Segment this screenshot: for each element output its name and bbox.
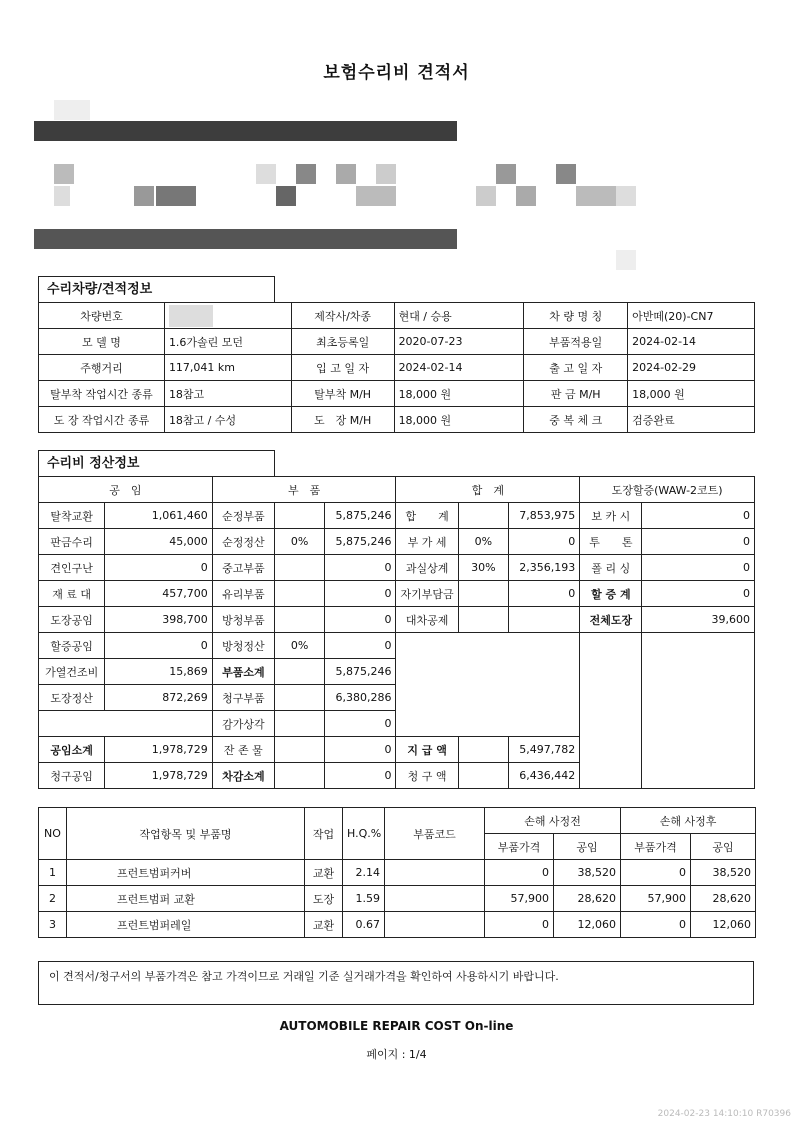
- col-before-adjust: 손해 사정전: [485, 808, 621, 834]
- parts-label: 순정정산: [212, 529, 274, 555]
- vehicle-info-row: [39, 407, 755, 433]
- cost-table: [38, 476, 755, 789]
- price-notice: 이 견적서/청구서의 부품가격은 참고 가격이므로 거래일 기준 실거래가격을 확인하여 사용하시기 바랍니다.: [38, 961, 754, 1005]
- item-row: [39, 912, 756, 938]
- totals-rate: [458, 581, 508, 607]
- totals-label: 청 구 액: [396, 763, 458, 789]
- labor-value: 872,269: [105, 685, 212, 711]
- labor-label: 판금수리: [39, 529, 105, 555]
- vehicle-info-row: [39, 355, 755, 381]
- paint-surcharge-header: 도장할증(WAW-2코트): [580, 477, 755, 503]
- labor-empty-cell: [39, 711, 213, 737]
- field-value: 2024-02-14: [394, 355, 524, 381]
- totals-blank-area: [396, 633, 580, 737]
- totals-value: [508, 607, 579, 633]
- labor-label: 가열건조비: [39, 659, 105, 685]
- field-value: 2024-02-29: [628, 355, 755, 381]
- item-work: 교환: [305, 912, 343, 938]
- item-before-part-price: 57,900: [485, 886, 554, 912]
- labor-value: 457,700: [105, 581, 212, 607]
- parts-label: 중고부품: [212, 555, 274, 581]
- item-part-code: [385, 912, 485, 938]
- field-value: 2024-02-14: [628, 329, 755, 355]
- item-row: [39, 886, 756, 912]
- parts-rate: 0%: [274, 529, 324, 555]
- totals-label: 지 급 액: [396, 737, 458, 763]
- parts-rate: [274, 503, 324, 529]
- field-label: 차량번호: [39, 303, 165, 329]
- parts-rate: [274, 607, 324, 633]
- field-value: 18참고 / 수성: [164, 407, 291, 433]
- labor-label: 견인구난: [39, 555, 105, 581]
- paint-value: 0: [642, 503, 755, 529]
- totals-rate: [458, 503, 508, 529]
- totals-label: 부 가 세: [396, 529, 458, 555]
- item-after-labor: 28,620: [691, 886, 756, 912]
- labor-label: 재 료 대: [39, 581, 105, 607]
- parts-label: 감가상각: [212, 711, 274, 737]
- parts-label: 잔 존 물: [212, 737, 274, 763]
- col-part-code: 부품코드: [385, 808, 485, 860]
- item-no: 1: [39, 860, 67, 886]
- labor-header: 공 임: [39, 477, 213, 503]
- field-value: 검증완료: [628, 407, 755, 433]
- field-label: 입 고 일 자: [291, 355, 394, 381]
- field-label: 중 복 체 크: [524, 407, 628, 433]
- paint-label: 전체도장: [580, 607, 642, 633]
- totals-rate: [458, 607, 508, 633]
- field-label: 도 장 작업시간 종류: [39, 407, 165, 433]
- labor-label: 청구공임: [39, 763, 105, 789]
- parts-label: 방청정산: [212, 633, 274, 659]
- item-name: 프런트범퍼 교환: [67, 886, 305, 912]
- col-work: 작업: [305, 808, 343, 860]
- parts-rate: [274, 711, 324, 737]
- col-after-part-price: 부품가격: [621, 834, 691, 860]
- field-value: 18,000 원: [394, 407, 524, 433]
- labor-label: 도장공임: [39, 607, 105, 633]
- parts-label: 청구부품: [212, 685, 274, 711]
- field-label: 부품적용일: [524, 329, 628, 355]
- col-after-labor: 공임: [691, 834, 756, 860]
- totals-value: 2,356,193: [508, 555, 579, 581]
- col-before-labor: 공임: [554, 834, 621, 860]
- parts-rate: [274, 581, 324, 607]
- field-label: 탈부착 작업시간 종류: [39, 381, 165, 407]
- item-work: 교환: [305, 860, 343, 886]
- labor-value: 0: [105, 633, 212, 659]
- totals-value: 0: [508, 529, 579, 555]
- field-label: 탈부착 M/H: [291, 381, 394, 407]
- footer-brand: AUTOMOBILE REPAIR COST On-line: [279, 1019, 514, 1033]
- item-before-labor: 12,060: [554, 912, 621, 938]
- col-before-part-price: 부품가격: [485, 834, 554, 860]
- parts-value: 0: [325, 737, 396, 763]
- cost-row: [39, 555, 755, 581]
- field-label: 주행거리: [39, 355, 165, 381]
- item-after-part-price: 57,900: [621, 886, 691, 912]
- field-value: 1.6가솔린 모던: [164, 329, 291, 355]
- field-label: 출 고 일 자: [524, 355, 628, 381]
- document-title: 보험수리비 견적서: [323, 63, 470, 83]
- redacted-bar-bottom: [34, 229, 457, 249]
- vehicle-info-row: [39, 381, 755, 407]
- field-label: 도 장 M/H: [291, 407, 394, 433]
- field-value: 현대 / 승용: [394, 303, 524, 329]
- labor-value: 45,000: [105, 529, 212, 555]
- col-no: NO: [39, 808, 67, 860]
- parts-value: 0: [325, 633, 396, 659]
- parts-value: 0: [325, 581, 396, 607]
- totals-rate: [458, 737, 508, 763]
- item-after-labor: 12,060: [691, 912, 756, 938]
- paint-value: 0: [642, 581, 755, 607]
- parts-value: 5,875,246: [325, 659, 396, 685]
- col-item-name: 작업항목 및 부품명: [67, 808, 305, 860]
- vehicle-info-row: [39, 303, 755, 329]
- parts-label: 부품소계: [212, 659, 274, 685]
- item-work: 도장: [305, 886, 343, 912]
- parts-label: 방청부품: [212, 607, 274, 633]
- paint-label: 할 증 계: [580, 581, 642, 607]
- item-before-labor: 38,520: [554, 860, 621, 886]
- field-label: 제작사/차종: [291, 303, 394, 329]
- paint-label: 투 톤: [580, 529, 642, 555]
- item-part-code: [385, 860, 485, 886]
- item-before-part-price: 0: [485, 860, 554, 886]
- parts-value: 0: [325, 607, 396, 633]
- item-no: 2: [39, 886, 67, 912]
- parts-value: 0: [325, 555, 396, 581]
- paint-value: 0: [642, 529, 755, 555]
- items-table: [38, 807, 756, 938]
- labor-label: 공임소계: [39, 737, 105, 763]
- paint-blank-right: [642, 633, 755, 789]
- totals-header: 합 계: [396, 477, 580, 503]
- field-label: 차 량 명 칭: [524, 303, 628, 329]
- vehicle-section-heading: 수리차량/견적정보: [38, 276, 275, 302]
- item-after-part-price: 0: [621, 912, 691, 938]
- totals-value: 0: [508, 581, 579, 607]
- cost-row: [39, 529, 755, 555]
- labor-value: 0: [105, 555, 212, 581]
- item-after-labor: 38,520: [691, 860, 756, 886]
- labor-label: 할증공임: [39, 633, 105, 659]
- field-value: 18,000 원: [628, 381, 755, 407]
- parts-rate: [274, 737, 324, 763]
- parts-rate: [274, 763, 324, 789]
- parts-value: 5,875,246: [325, 503, 396, 529]
- totals-rate: 30%: [458, 555, 508, 581]
- field-label: 판 금 M/H: [524, 381, 628, 407]
- totals-label: 자기부담금: [396, 581, 458, 607]
- item-row: [39, 860, 756, 886]
- field-value: 18참고: [164, 381, 291, 407]
- parts-value: 5,875,246: [325, 529, 396, 555]
- labor-value: 1,061,460: [105, 503, 212, 529]
- item-part-code: [385, 886, 485, 912]
- page-number: 페이지 : 1/4: [366, 1048, 427, 1061]
- parts-label: 차감소계: [212, 763, 274, 789]
- totals-value: 7,853,975: [508, 503, 579, 529]
- paint-label: 보 카 시: [580, 503, 642, 529]
- print-timestamp: 2024-02-23 14:10:10 R70396: [657, 1109, 791, 1119]
- parts-rate: [274, 555, 324, 581]
- parts-value: 0: [325, 763, 396, 789]
- labor-value: 1,978,729: [105, 737, 212, 763]
- item-after-part-price: 0: [621, 860, 691, 886]
- item-no: 3: [39, 912, 67, 938]
- field-label: 최초등록일: [291, 329, 394, 355]
- parts-label: 순정부품: [212, 503, 274, 529]
- labor-value: 398,700: [105, 607, 212, 633]
- item-name: 프런트범퍼레일: [67, 912, 305, 938]
- item-before-part-price: 0: [485, 912, 554, 938]
- parts-value: 6,380,286: [325, 685, 396, 711]
- redacted-plate-number: [164, 303, 291, 329]
- paint-value: 0: [642, 555, 755, 581]
- paint-value: 39,600: [642, 607, 755, 633]
- cost-row: [39, 607, 755, 633]
- item-name: 프런트범퍼커버: [67, 860, 305, 886]
- field-label: 모 델 명: [39, 329, 165, 355]
- paint-blank-left: [580, 633, 642, 789]
- parts-label: 유리부품: [212, 581, 274, 607]
- parts-rate: 0%: [274, 633, 324, 659]
- vehicle-info-row: [39, 329, 755, 355]
- parts-value: 0: [325, 711, 396, 737]
- totals-label: 대차공제: [396, 607, 458, 633]
- col-hq: H.Q.%: [343, 808, 385, 860]
- totals-rate: [458, 763, 508, 789]
- field-value: 2020-07-23: [394, 329, 524, 355]
- labor-label: 도장정산: [39, 685, 105, 711]
- field-value: 아반떼(20)-CN7: [628, 303, 755, 329]
- labor-value: 1,978,729: [105, 763, 212, 789]
- cost-row: [39, 503, 755, 529]
- item-hq: 1.59: [343, 886, 385, 912]
- paint-label: 폴 리 싱: [580, 555, 642, 581]
- vehicle-info-table: [38, 302, 755, 433]
- parts-rate: [274, 659, 324, 685]
- field-value: 117,041 km: [164, 355, 291, 381]
- labor-label: 탈착교환: [39, 503, 105, 529]
- cost-row: [39, 581, 755, 607]
- parts-header: 부 품: [212, 477, 396, 503]
- totals-label: 과실상계: [396, 555, 458, 581]
- item-before-labor: 28,620: [554, 886, 621, 912]
- totals-value: 6,436,442: [508, 763, 579, 789]
- col-after-adjust: 손해 사정후: [621, 808, 756, 834]
- labor-value: 15,869: [105, 659, 212, 685]
- item-hq: 2.14: [343, 860, 385, 886]
- field-value: 18,000 원: [394, 381, 524, 407]
- totals-label: 합 계: [396, 503, 458, 529]
- totals-value: 5,497,782: [508, 737, 579, 763]
- cost-section-heading: 수리비 정산정보: [38, 450, 275, 476]
- parts-rate: [274, 685, 324, 711]
- totals-rate: 0%: [458, 529, 508, 555]
- cost-row: [39, 633, 755, 659]
- item-hq: 0.67: [343, 912, 385, 938]
- cost-header-row: [39, 477, 755, 503]
